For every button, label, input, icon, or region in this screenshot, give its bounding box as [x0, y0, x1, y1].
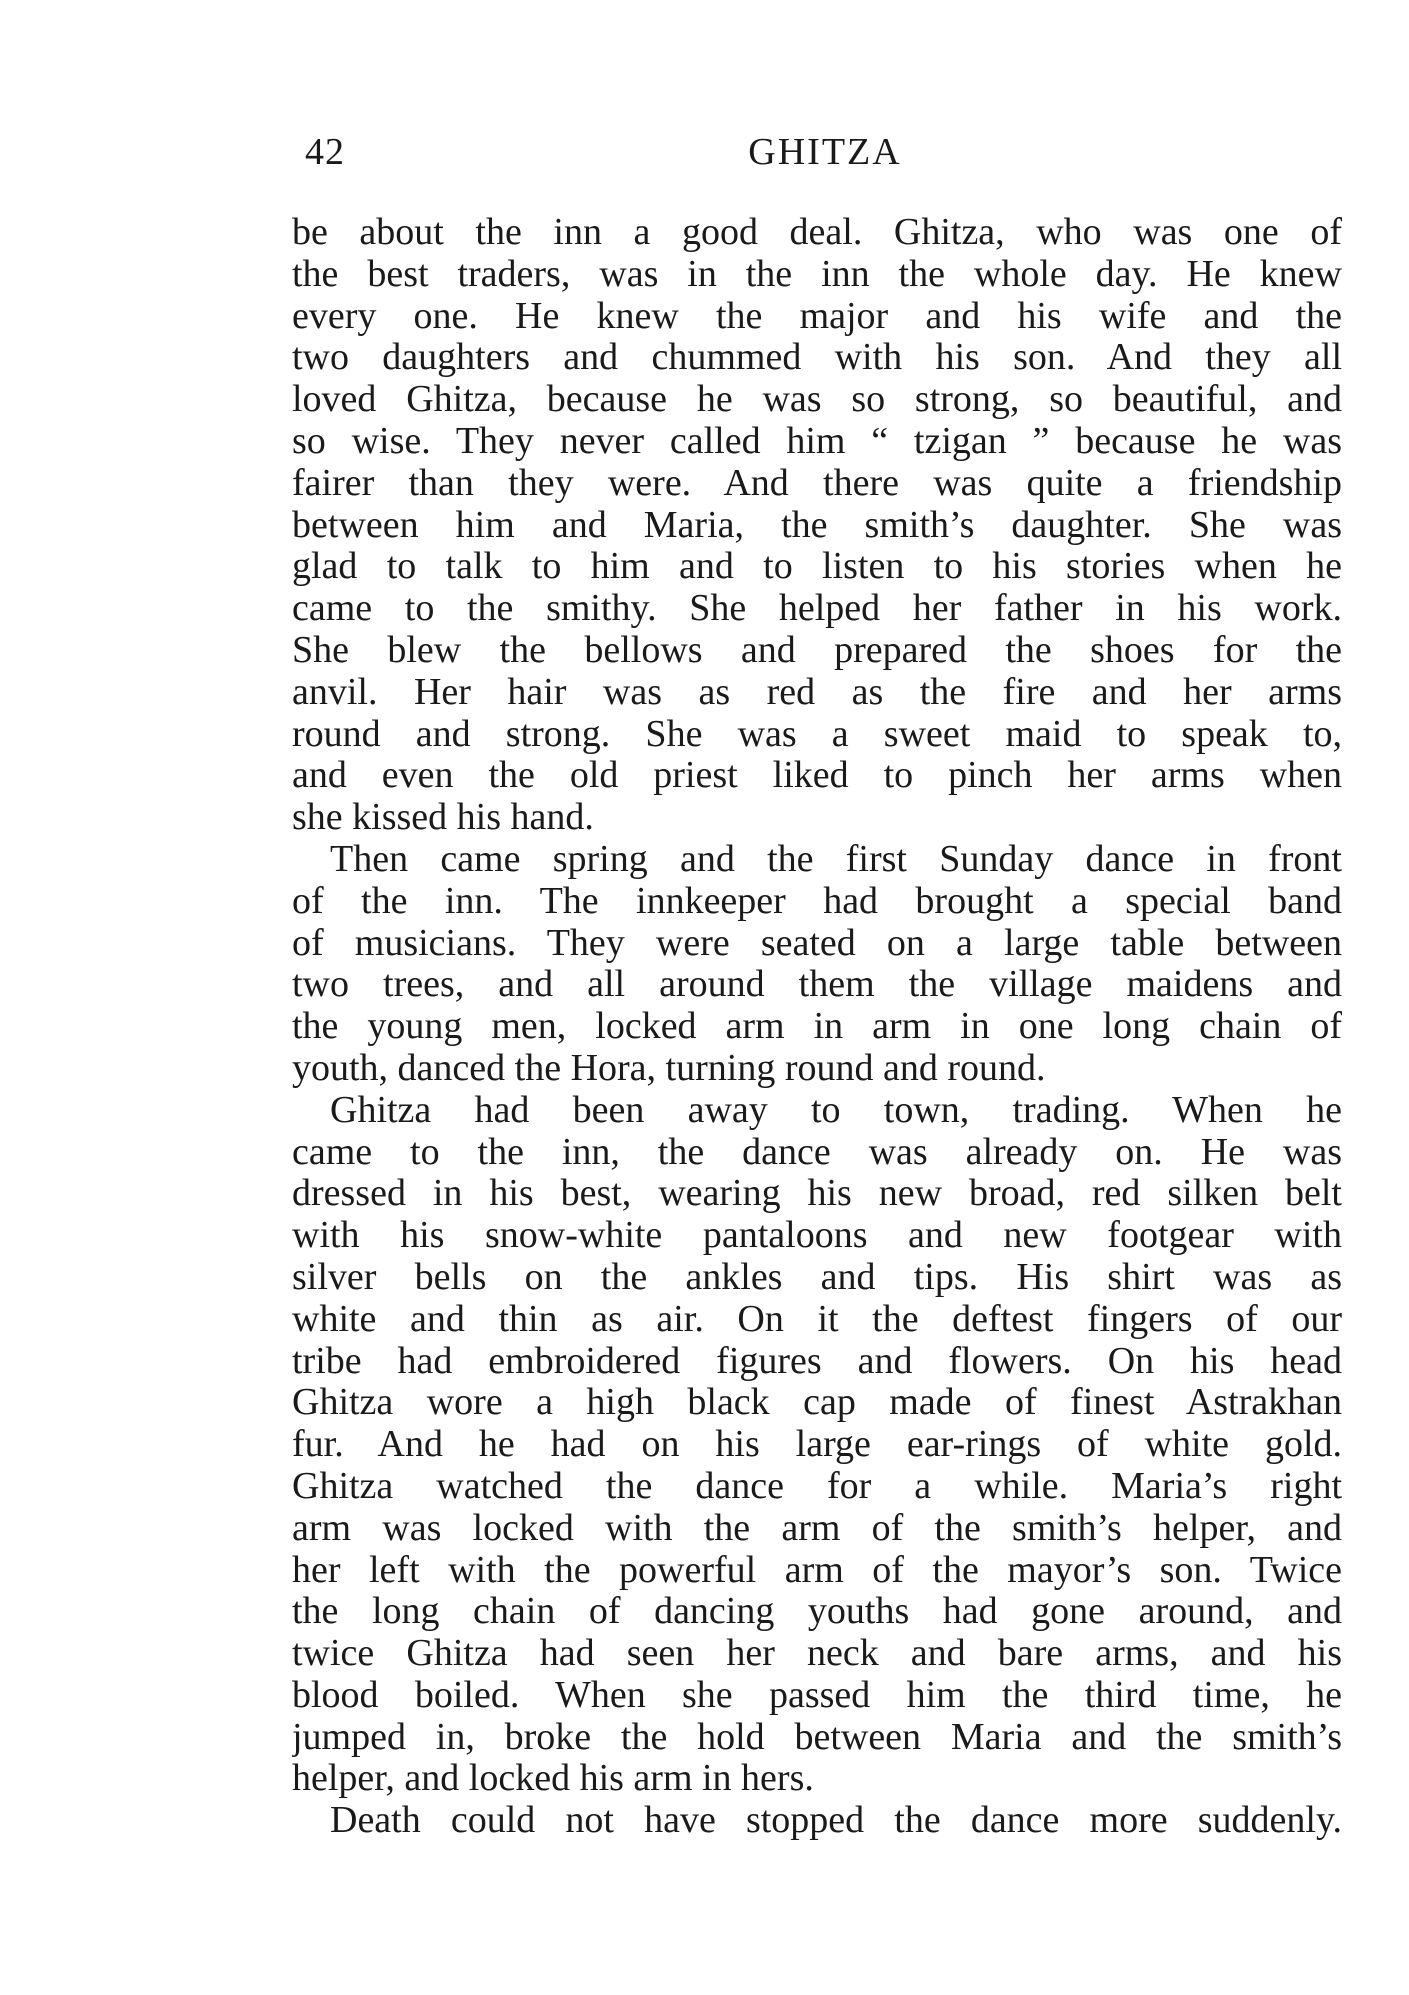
text-line: with his snow-white pantaloons and new footgear with	[292, 1215, 1342, 1257]
text-line: the best traders, was in the inn the whole day. He knew	[292, 253, 1342, 295]
text-line: glad to talk to him and to listen to his stories when he	[292, 546, 1342, 588]
text-line: fur. And he had on his large ear-rings of white gold.	[292, 1424, 1342, 1466]
text-line: tribe had embroidered figures and flowers. On his head	[292, 1340, 1342, 1382]
text-line: jumped in, broke the hold between Maria and the smith’s	[292, 1716, 1342, 1758]
text-line: two trees, and all around them the village maidens and	[292, 964, 1342, 1006]
text-line: helper, and locked his arm in hers.	[292, 1758, 814, 1800]
text-line: dressed in his best, wearing his new broad, red silken belt	[292, 1173, 1342, 1215]
text-line: Ghitza had been away to town, trading. When he	[330, 1089, 1342, 1131]
text-line: she kissed his hand.	[292, 797, 594, 839]
text-line: of musicians. They were seated on a large table between	[292, 922, 1342, 964]
page-number: 42	[305, 131, 345, 173]
text-line: round and strong. She was a sweet maid to speak to,	[292, 713, 1342, 755]
text-line: her left with the powerful arm of the mayor’s son. Twice	[292, 1549, 1342, 1591]
text-line: Ghitza wore a high black cap made of finest Astrakhan	[292, 1382, 1342, 1424]
text-line: blood boiled. When she passed him the third time, he	[292, 1674, 1342, 1716]
text-line: fairer than they were. And there was quite a friendship	[292, 462, 1342, 504]
text-line: between him and Maria, the smith’s daughter. She was	[292, 504, 1342, 546]
text-line: came to the smithy. She helped her father in his work.	[292, 588, 1342, 630]
text-line: be about the inn a good deal. Ghitza, who was one of	[292, 212, 1342, 253]
text-line: every one. He knew the major and his wife and the	[292, 295, 1342, 337]
text-line: She blew the bellows and prepared the shoes for the	[292, 629, 1342, 671]
text-line: arm was locked with the arm of the smith’s helper, and	[292, 1507, 1342, 1549]
text-line: silver bells on the ankles and tips. His shirt was as	[292, 1256, 1342, 1298]
text-line: came to the inn, the dance was already on. He was	[292, 1131, 1342, 1173]
text-line: anvil. Her hair was as red as the fire and her arms	[292, 671, 1342, 713]
text-line: loved Ghitza, because he was so strong, so beautiful, and	[292, 379, 1342, 421]
text-line: so wise. They never called him “ tzigan ” because he was	[292, 420, 1342, 462]
text-line: white and thin as air. On it the deftest fingers of our	[292, 1298, 1342, 1340]
text-line: the young men, locked arm in arm in one long chain of	[292, 1006, 1342, 1048]
text-line: and even the old priest liked to pinch her arms when	[292, 755, 1342, 797]
text-line: Ghitza watched the dance for a while. Maria’s right	[292, 1465, 1342, 1507]
text-line: two daughters and chummed with his son. And they all	[292, 337, 1342, 379]
page-header	[305, 130, 1345, 190]
text-line: youth, danced the Hora, turning round and round.	[292, 1047, 1046, 1089]
text-line: of the inn. The innkeeper had brought a special band	[292, 880, 1342, 922]
text-line: the long chain of dancing youths had gone around, and	[292, 1591, 1342, 1633]
text-line: twice Ghitza had seen her neck and bare arms, and his	[292, 1633, 1342, 1675]
running-title: GHITZA	[748, 131, 902, 173]
text-line: Then came spring and the first Sunday dance in front	[330, 838, 1342, 880]
text-line: Death could not have stopped the dance more suddenly.	[330, 1800, 1342, 1842]
body-text	[292, 212, 1342, 1842]
